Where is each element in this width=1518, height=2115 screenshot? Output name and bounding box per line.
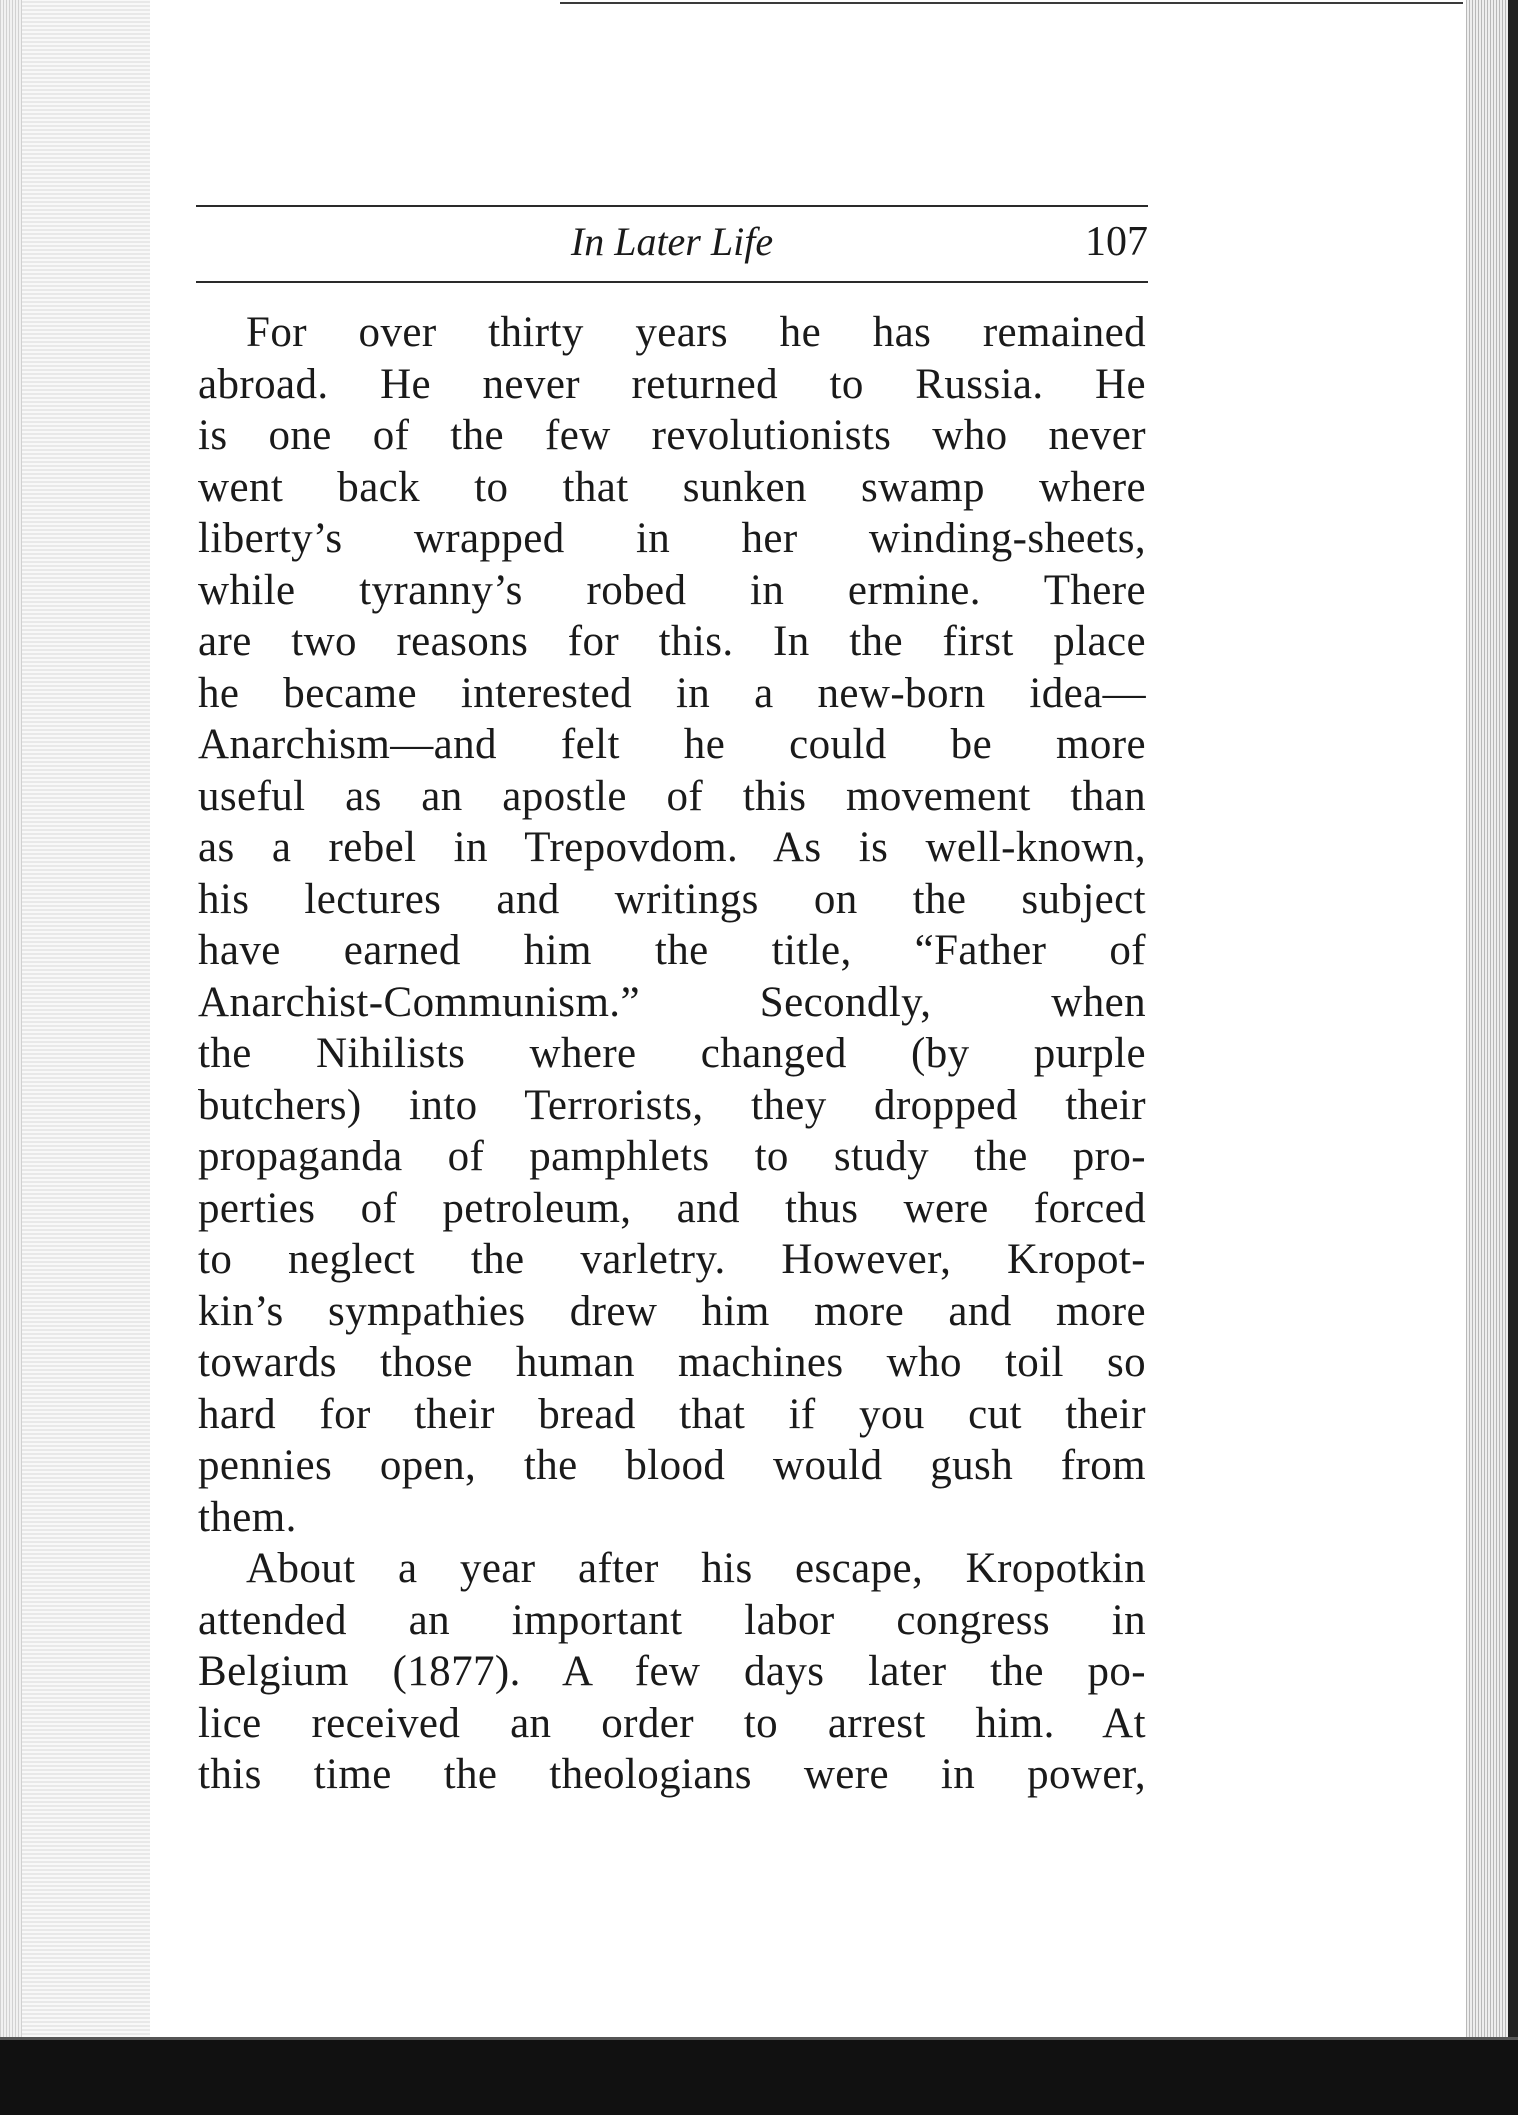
text-line: Belgium (1877). A few days later the po-: [198, 1648, 1146, 1695]
text-line: is one of the few revolutionists who never: [198, 412, 1146, 459]
text-line: while tyranny’s robed in ermine. There: [198, 566, 1146, 614]
text-line: have earned him the title, “Father of: [198, 927, 1146, 974]
header-rule-top: [196, 205, 1148, 207]
scan-top-line: [560, 2, 1463, 4]
text-line: towards those human machines who toil so: [198, 1339, 1146, 1386]
text-line: to neglect the varletry. However, Kropot-: [198, 1236, 1146, 1283]
text-line: went back to that sunken swamp where: [198, 463, 1146, 511]
body-text: [198, 307, 1146, 1801]
text-line: are two reasons for this. In the first place: [198, 618, 1146, 665]
text-line: them.: [198, 1493, 297, 1541]
text-line: his lectures and writings on the subject: [198, 875, 1146, 923]
text-line: this time the theologians were in power,: [198, 1751, 1146, 1798]
header-rule-bottom: [196, 281, 1148, 283]
scan-right-edge-shadow: [1508, 0, 1518, 2115]
text-line: attended an important labor congress in: [198, 1596, 1146, 1644]
text-line: he became interested in a new-born idea—: [198, 669, 1146, 717]
text-line: Anarchism—and felt he could be more: [198, 721, 1146, 768]
text-line: liberty’s wrapped in her winding-sheets,: [198, 515, 1146, 562]
running-title: In Later Life: [570, 219, 774, 264]
scan-left-edge: [0, 0, 150, 2115]
text-line: as a rebel in Trepovdom. As is well-known,: [198, 824, 1146, 871]
text-line: butchers) into Terrorists, they dropped their: [198, 1081, 1146, 1129]
text-line: kin’s sympathies drew him more and more: [198, 1287, 1146, 1335]
text-line: useful as an apostle of this movement than: [198, 772, 1146, 820]
text-line: About a year after his escape, Kropotkin: [246, 1545, 1146, 1592]
text-line: hard for their bread that if you cut their: [198, 1390, 1146, 1438]
text-line: lice received an order to arrest him. At: [198, 1699, 1146, 1747]
text-line: abroad. He never returned to Russia. He: [198, 360, 1146, 408]
text-line: Anarchist-Communism.” Secondly, when: [198, 978, 1146, 1026]
page-number: 107: [1085, 219, 1148, 265]
text-line: perties of petroleum, and thus were forced: [198, 1184, 1146, 1232]
scan-bottom-band: [0, 2040, 1518, 2115]
text-line: For over thirty years he has remained: [246, 309, 1146, 356]
text-line: propaganda of pamphlets to study the pro-: [198, 1133, 1146, 1180]
text-line: the Nihilists where changed (by purple: [198, 1030, 1146, 1077]
text-line: pennies open, the blood would gush from: [198, 1442, 1146, 1489]
